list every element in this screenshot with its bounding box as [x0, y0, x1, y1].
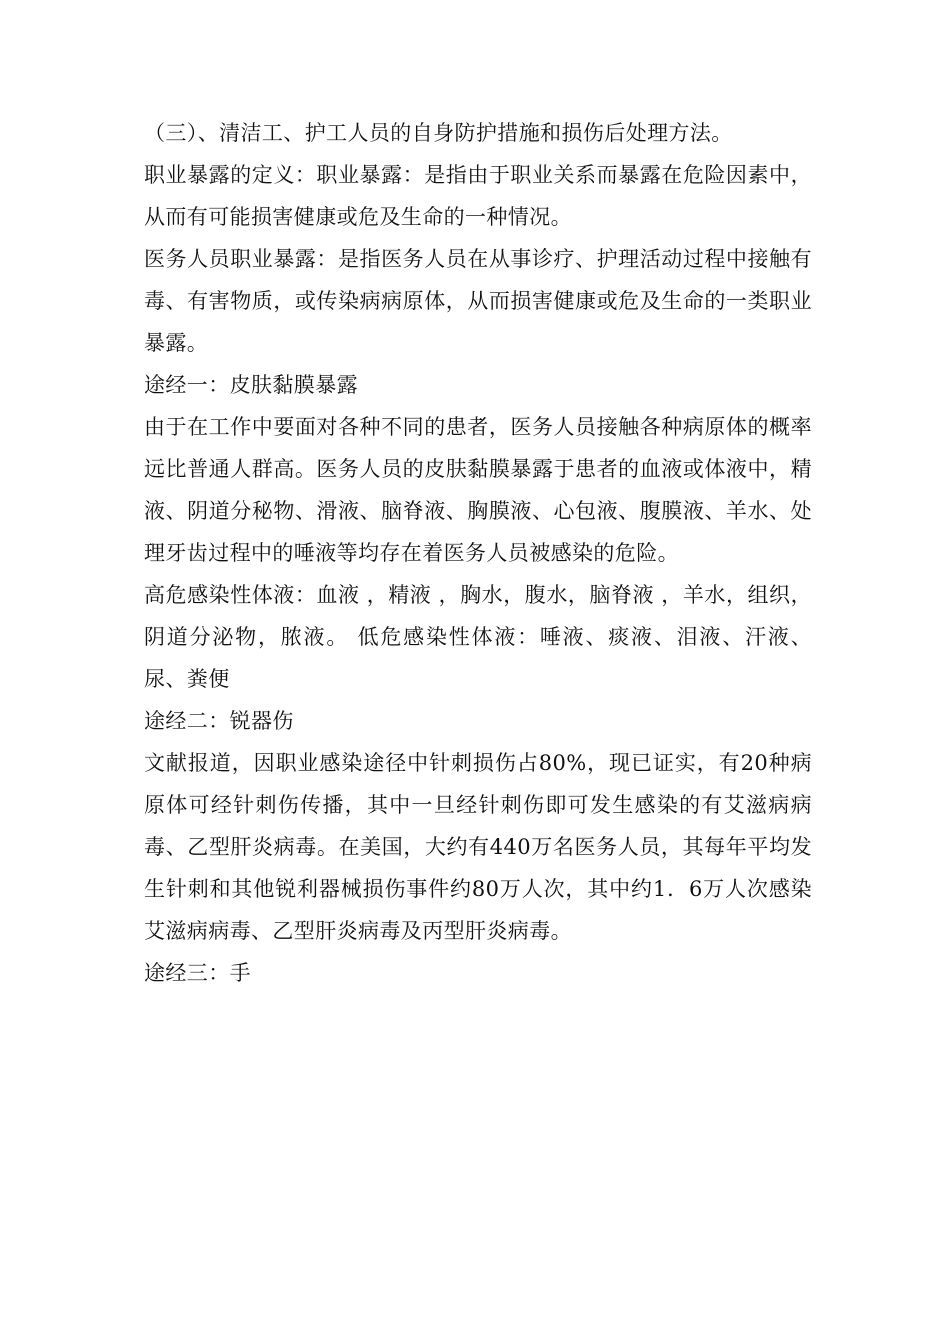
paragraph-medical-staff-exposure: 医务人员职业暴露：是指医务人员在从事诊疗、护理活动过程中接触有毒、有害物质，或传染病病原体，从而损害健康或危及生命的一类职业暴露。	[144, 247, 812, 355]
document-body	[144, 112, 812, 994]
paragraph-body-fluids: 高危感染性体液：血液 ，精液 ，胸水，腹水，脑脊液 ，羊水，组织，阴道分泌物，脓液。 低危感染性体液：唾液、痰液、泪液、汗液、尿、粪便	[144, 583, 812, 691]
paragraph-skin-mucosa-exposure: 由于在工作中要面对各种不同的患者，医务人员接触各种病原体的概率远比普通人群高。医务人员的皮肤黏膜暴露于患者的血液或体液中，精液、阴道分秘物、滑液、脑脊液、胸膜液、心包液、腹膜液、羊水、处理牙齿过程中的唾液等均存在着医务人员被感染的危险。	[144, 415, 812, 565]
paragraph-occupational-exposure-definition: 职业暴露的定义：职业暴露：是指由于职业关系而暴露在危险因素中，从而有可能损害健康或危及生命的一种情况。	[144, 163, 812, 229]
route-one-heading: 途经一：皮肤黏膜暴露	[144, 373, 358, 397]
paragraph-sharps-injury: 文献报道，因职业感染途径中针刺损伤占80%，现已证实，有20种病原体可经针刺伤传播，其中一旦经针刺伤即可发生感染的有艾滋病病毒、乙型肝炎病毒。在美国，大约有440万名医务人员，其每年平均发生针刺和其他锐利器械损伤事件约80万人次，其中约1．6万人次感染艾滋病病毒、乙型肝炎病毒及丙型肝炎病毒。	[144, 751, 812, 943]
route-two-heading: 途经二：锐器伤	[144, 709, 294, 733]
section-heading: （三）、清洁工、护工人员的自身防护措施和损伤后处理方法。	[144, 121, 733, 145]
route-three-heading: 途经三：手	[144, 961, 251, 985]
